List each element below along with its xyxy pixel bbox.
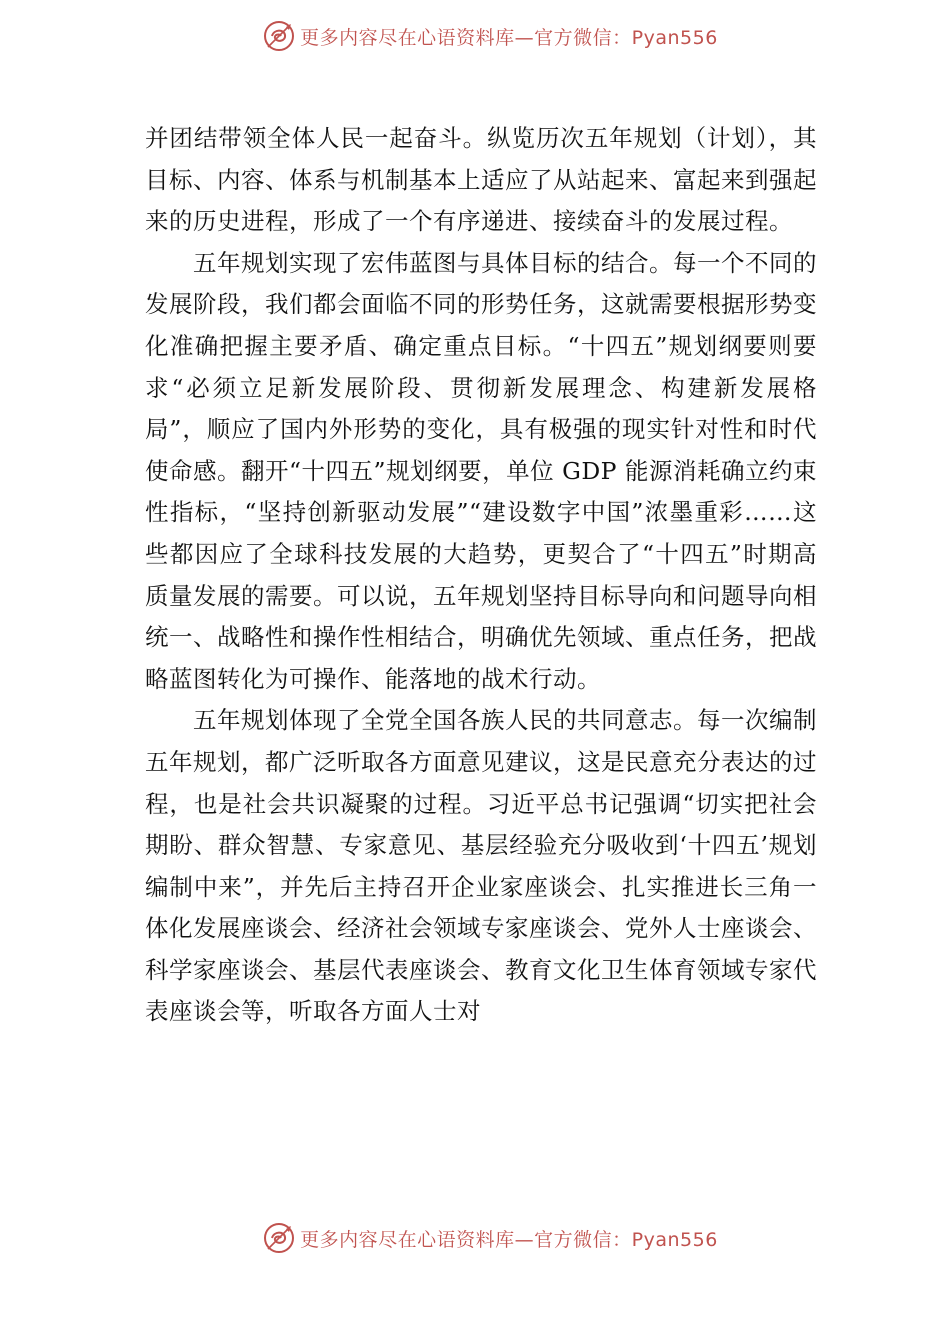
header-banner-text: 更多内容尽在心语资料库—官方微信：Pyan556 (300, 26, 718, 49)
document-body (145, 118, 817, 1033)
footer-banner-text: 更多内容尽在心语资料库—官方微信：Pyan556 (300, 1228, 718, 1251)
paragraph-1: 并团结带领全体人民一起奋斗。纵览历次五年规划（计划），其目标、内容、体系与机制基本上适应了从站起来、富起来到强起来的历史进程，形成了一个有序递进、接续奋斗的发展过程。 (145, 124, 817, 236)
header-banner-inner (262, 19, 718, 53)
header-banner (0, 16, 950, 56)
footer-banner (0, 1218, 950, 1258)
paragraph-3: 五年规划体现了全党全国各族人民的共同意志。每一次编制五年规划，都广泛听取各方面意见建议，这是民意充分表达的过程，也是社会共识凝聚的过程。习近平总书记强调“切实把社会期盼、群众智慧、专家意见、基层经验充分吸收到‘十四五’规划编制中来”，并先后主持召开企业家座谈会、扎实推进长三角一体化发展座谈会、经济社会领域专家座谈会、党外人士座谈会、科学家座谈会、基层代表座谈会、教育文化卫生体育领域专家代表座谈会等，听取各方面人士对 (145, 706, 817, 1026)
footer-banner-inner (262, 1221, 718, 1255)
rose-logo-icon (262, 19, 296, 53)
paragraph-2: 五年规划实现了宏伟蓝图与具体目标的结合。每一个不同的发展阶段，我们都会面临不同的形势任务，这就需要根据形势变化准确把握主要矛盾、确定重点目标。“十四五”规划纲要则要求“必须立足新发展阶段、贯彻新发展理念、构建新发展格局”，顺应了国内外形势的变化，具有极强的现实针对性和时代使命感。翻开“十四五”规划纲要，单位 GDP 能源消耗确立约束性指标，“坚持创新驱动发展”“建设数字中国”浓墨重彩……这些都因应了全球科技发展的大趋势，更契合了“十四五”时期高质量发展的需要。可以说，五年规划坚持目标导向和问题导向相统一、战略性和操作性相结合，明确优先领域、重点任务，把战略蓝图转化为可操作、能落地的战术行动。 (145, 248, 817, 693)
rose-logo-icon (262, 1221, 296, 1255)
